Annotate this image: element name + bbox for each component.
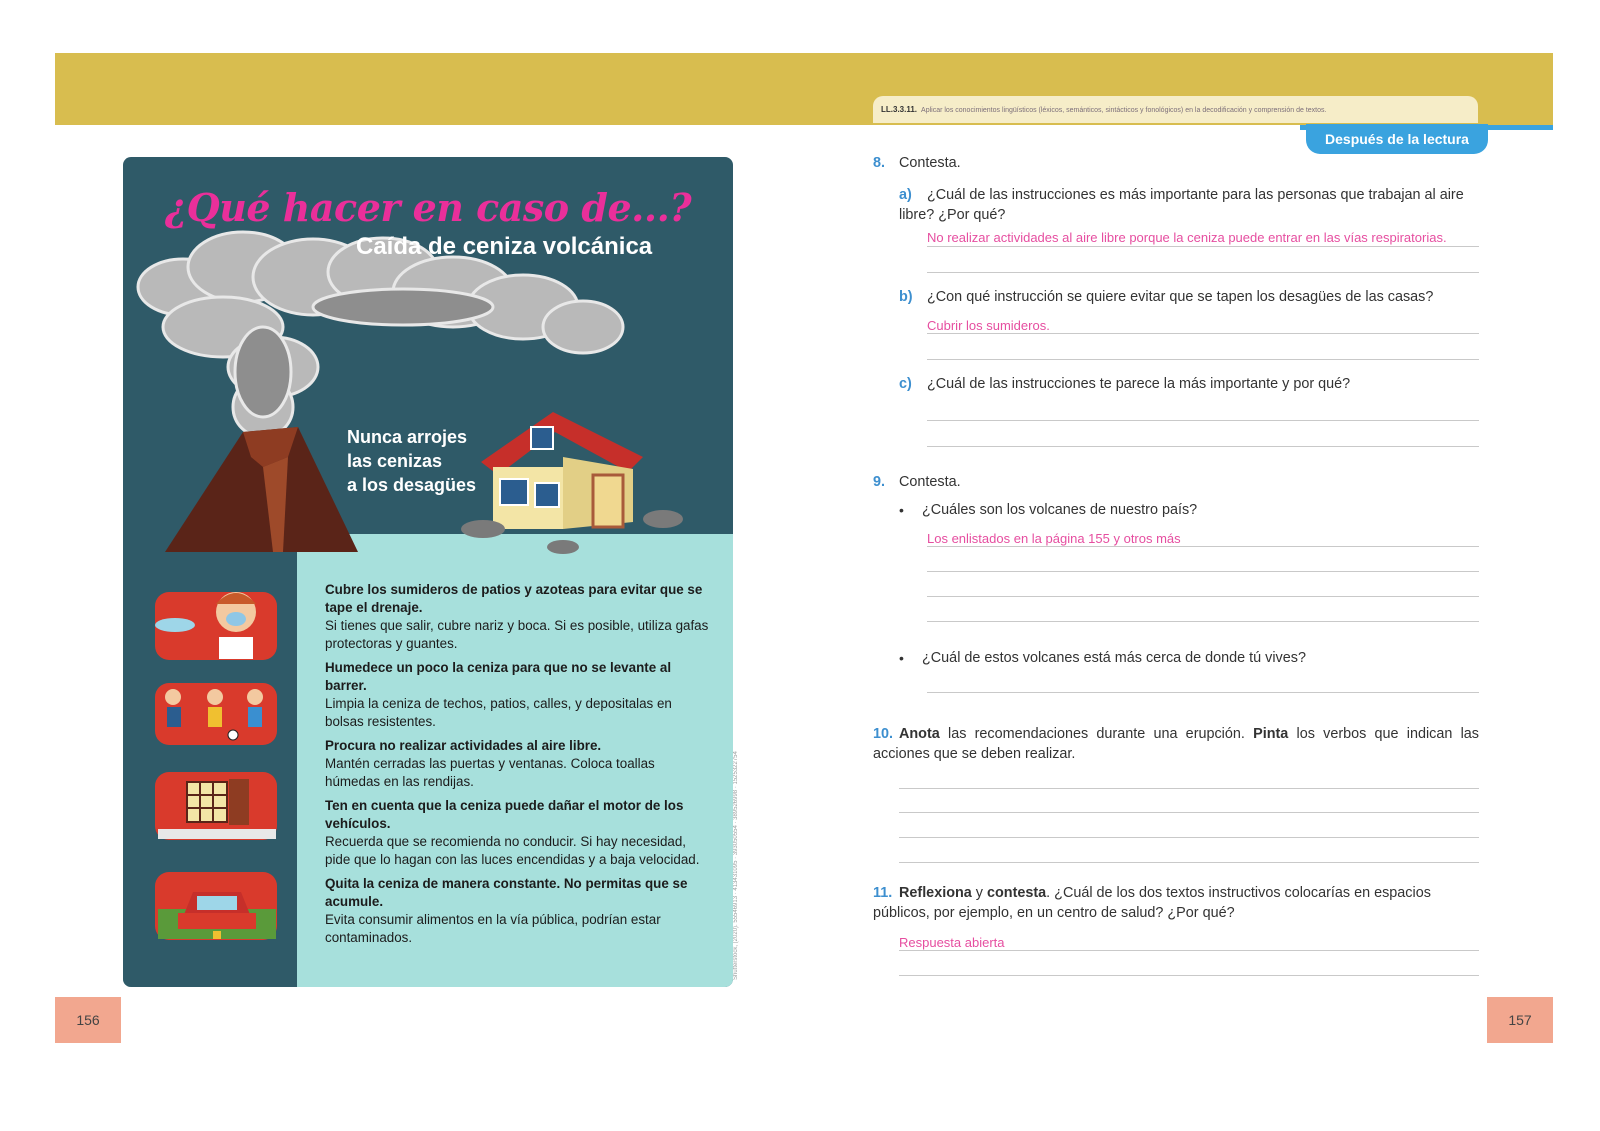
question-keyword: Pinta xyxy=(1253,726,1289,742)
bullet-marker: • xyxy=(899,502,904,518)
poster-warning-note xyxy=(347,425,497,497)
skill-text: Aplicar los conocimientos lingüísticos (léxicos, semánticos, sintácticos y fonológicos) en la decodificación y comprensión de textos. xyxy=(921,107,1327,114)
instruction-item xyxy=(325,581,710,653)
question-11 xyxy=(873,883,1479,923)
question-keyword: Anota xyxy=(899,726,940,742)
instruction-list xyxy=(325,581,710,953)
car-icon xyxy=(155,872,277,940)
instruction-item xyxy=(325,737,710,791)
question-9-bullet-1: ¿Cuáles son los volcanes de nuestro país? xyxy=(922,502,1198,518)
instruction-title: Ten en cuenta que la ceniza puede dañar el motor de los vehículos. xyxy=(325,798,684,831)
answer-line xyxy=(927,446,1479,447)
answer-8a: No realizar actividades al aire libre porque la ceniza puede entrar en las vías respiratorias. xyxy=(927,230,1447,245)
question-9-bullet-2: ¿Cuál de estos volcanes está más cerca de donde tú vives? xyxy=(922,650,1306,666)
answer-line xyxy=(927,621,1479,622)
note-line: a los desagües xyxy=(347,475,477,495)
ash-cloud-icon xyxy=(138,232,623,437)
answer-line xyxy=(927,272,1479,273)
question-text: . ¿Cuál de los dos textos instructivos colocarías en espacios públicos, por ejemplo, en un centro de salud? ¿Por qué? xyxy=(873,885,1431,921)
note-line: las cenizas xyxy=(347,451,443,471)
answer-line xyxy=(927,571,1479,572)
image-credit: Shutterstock, (2020). 55546913 · 413431095 · 393050554 · 389526998 · 1525322754 xyxy=(733,751,739,980)
sub-letter: a) xyxy=(899,187,912,203)
question-number: 9. xyxy=(873,474,886,490)
sub-letter: c) xyxy=(899,376,912,392)
page-number-left: 156 xyxy=(55,997,121,1043)
answer-line xyxy=(927,546,1479,547)
question-8a xyxy=(899,185,1479,225)
instruction-body: Recuerda que se recomienda no conducir. Si hay necesidad, pide que lo hagan con las luces encendidas y a baja velocidad. xyxy=(325,834,700,867)
question-text: ¿Cuál de las instrucciones es más importante para las personas que trabajan al aire libre? ¿Por qué? xyxy=(899,187,1464,223)
question-number: 11. xyxy=(873,885,893,901)
question-keyword: Reflexiona xyxy=(899,885,972,901)
answer-line xyxy=(899,837,1479,838)
bullet-marker: • xyxy=(899,650,904,666)
answer-line xyxy=(927,246,1479,247)
instruction-title: Procura no realizar actividades al aire libre. xyxy=(325,738,602,753)
volcano-poster xyxy=(123,157,733,987)
answer-11: Respuesta abierta xyxy=(899,935,1005,950)
question-8 xyxy=(873,155,961,171)
answer-line xyxy=(927,359,1479,360)
question-label: Contesta. xyxy=(899,474,961,490)
poster-subtitle: Caída de ceniza volcánica xyxy=(356,233,653,260)
answer-line xyxy=(927,692,1479,693)
skill-indicator xyxy=(873,96,1478,123)
answer-line xyxy=(899,975,1479,976)
question-8b xyxy=(899,289,1433,305)
instruction-title: Quita la ceniza de manera constante. No permitas que se acumule. xyxy=(325,876,688,909)
instruction-item xyxy=(325,797,710,869)
question-text: los verbos que indican las acciones que se deben realizar. xyxy=(873,726,1479,762)
question-text: ¿Cuál de las instrucciones te parece la más importante y por qué? xyxy=(927,376,1351,392)
window-icon xyxy=(155,772,277,840)
instruction-body: Evita consumir alimentos en la vía pública, podrían estar contaminados. xyxy=(325,912,661,945)
question-text: las recomendaciones durante una erupción. xyxy=(939,726,1254,742)
skill-code: LL.3.3.11. xyxy=(881,105,918,114)
answer-line xyxy=(899,788,1479,789)
instruction-body: Si tienes que salir, cubre nariz y boca. Si es posible, utiliza gafas protectoras y guantes. xyxy=(325,618,709,651)
question-text: ¿Con qué instrucción se quiere evitar que se tapen los desagües de las casas? xyxy=(927,289,1434,305)
answer-line xyxy=(899,950,1479,951)
question-number: 8. xyxy=(873,155,886,171)
answer-line xyxy=(927,333,1479,334)
page-number-right: 157 xyxy=(1487,997,1553,1043)
answer-9-1: Los enlistados en la página 155 y otros más xyxy=(927,531,1181,546)
answer-line xyxy=(927,420,1479,421)
question-9 xyxy=(873,474,961,490)
person-mask-icon xyxy=(155,592,277,660)
instruction-title: Cubre los sumideros de patios y azoteas para evitar que se tape el drenaje. xyxy=(325,582,703,615)
question-8c xyxy=(899,376,1350,392)
section-tab: Después de la lectura xyxy=(1306,124,1488,154)
answer-line xyxy=(927,596,1479,597)
instruction-body: Mantén cerradas las puertas y ventanas. Coloca toallas húmedas en las rendijas. xyxy=(325,756,655,789)
children-playing-icon xyxy=(155,683,277,745)
answer-line xyxy=(899,812,1479,813)
note-line: Nunca arrojes xyxy=(347,427,468,447)
instruction-item xyxy=(325,875,710,947)
question-10 xyxy=(873,724,1479,764)
instruction-item xyxy=(325,659,710,731)
instruction-body: Limpia la ceniza de techos, patios, calles, y depositalas en bolsas resistentes. xyxy=(325,696,672,729)
question-text: y xyxy=(971,885,987,901)
answer-8b: Cubrir los sumideros. xyxy=(927,318,1050,333)
question-keyword: contesta xyxy=(986,885,1047,901)
question-number: 10. xyxy=(873,726,894,742)
answer-line xyxy=(899,862,1479,863)
volcano-icon xyxy=(165,427,358,552)
poster-title: ¿Qué hacer en caso de...? xyxy=(164,185,692,230)
question-label: Contesta. xyxy=(899,155,961,171)
sub-letter: b) xyxy=(899,289,913,305)
instruction-title: Humedece un poco la ceniza para que no se levante al barrer. xyxy=(325,660,672,693)
